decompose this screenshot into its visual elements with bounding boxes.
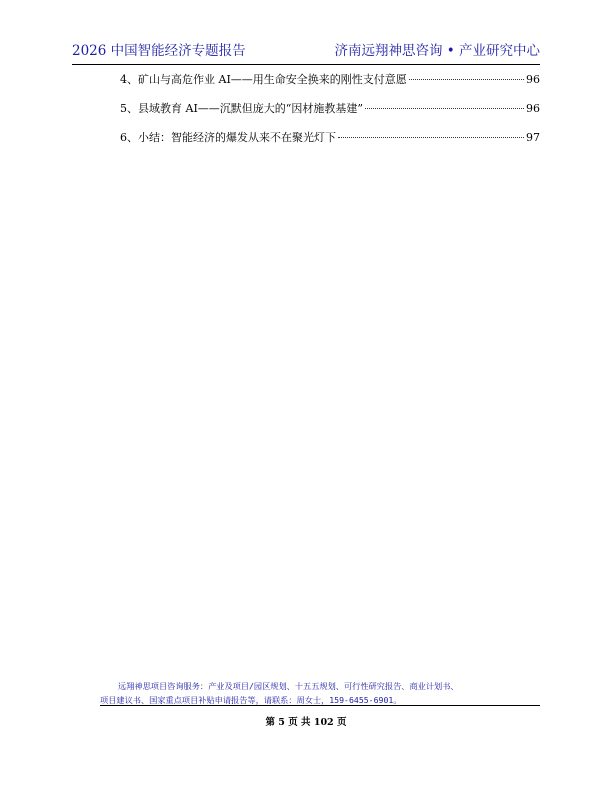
toc-entry-title: 4、矿山与高危作业 AI——用生命安全换来的刚性支付意愿 (120, 73, 407, 86)
report-title: 2026 中国智能经济专题报告 (72, 43, 246, 59)
toc-dot-leader (338, 137, 524, 138)
toc-entry-page: 96 (526, 73, 540, 86)
toc-entry[interactable] (120, 72, 540, 88)
services-note-line-1: 远翔神思项目咨询服务：产业及项目/园区规划、十五五规划、可行性研究报告、商业计划书、 (118, 681, 459, 691)
publisher-name: 济南远翔神思咨询 • 产业研究中心 (334, 43, 540, 59)
toc-dot-leader (409, 79, 524, 80)
page-number: 第 5 页 共 102 页 (265, 717, 347, 728)
toc-entry-page: 97 (526, 131, 540, 144)
footer-divider (100, 705, 540, 706)
toc-dot-leader (365, 108, 524, 109)
services-note-line-2: 项目建议书、国家重点项目补贴申请报告等，请联系：周女士，159-6455-6901。 (100, 695, 402, 705)
toc-entry-title: 6、小结：智能经济的爆发从来不在聚光灯下 (120, 131, 336, 144)
toc-entry-page: 96 (526, 102, 540, 115)
page-header (72, 40, 540, 65)
toc-entry[interactable] (120, 101, 540, 117)
toc-entry[interactable] (120, 130, 540, 146)
toc-entry-title: 5、县域教育 AI——沉默但庞大的“因材施教基建” (120, 102, 364, 115)
consulting-services-note (100, 679, 540, 707)
